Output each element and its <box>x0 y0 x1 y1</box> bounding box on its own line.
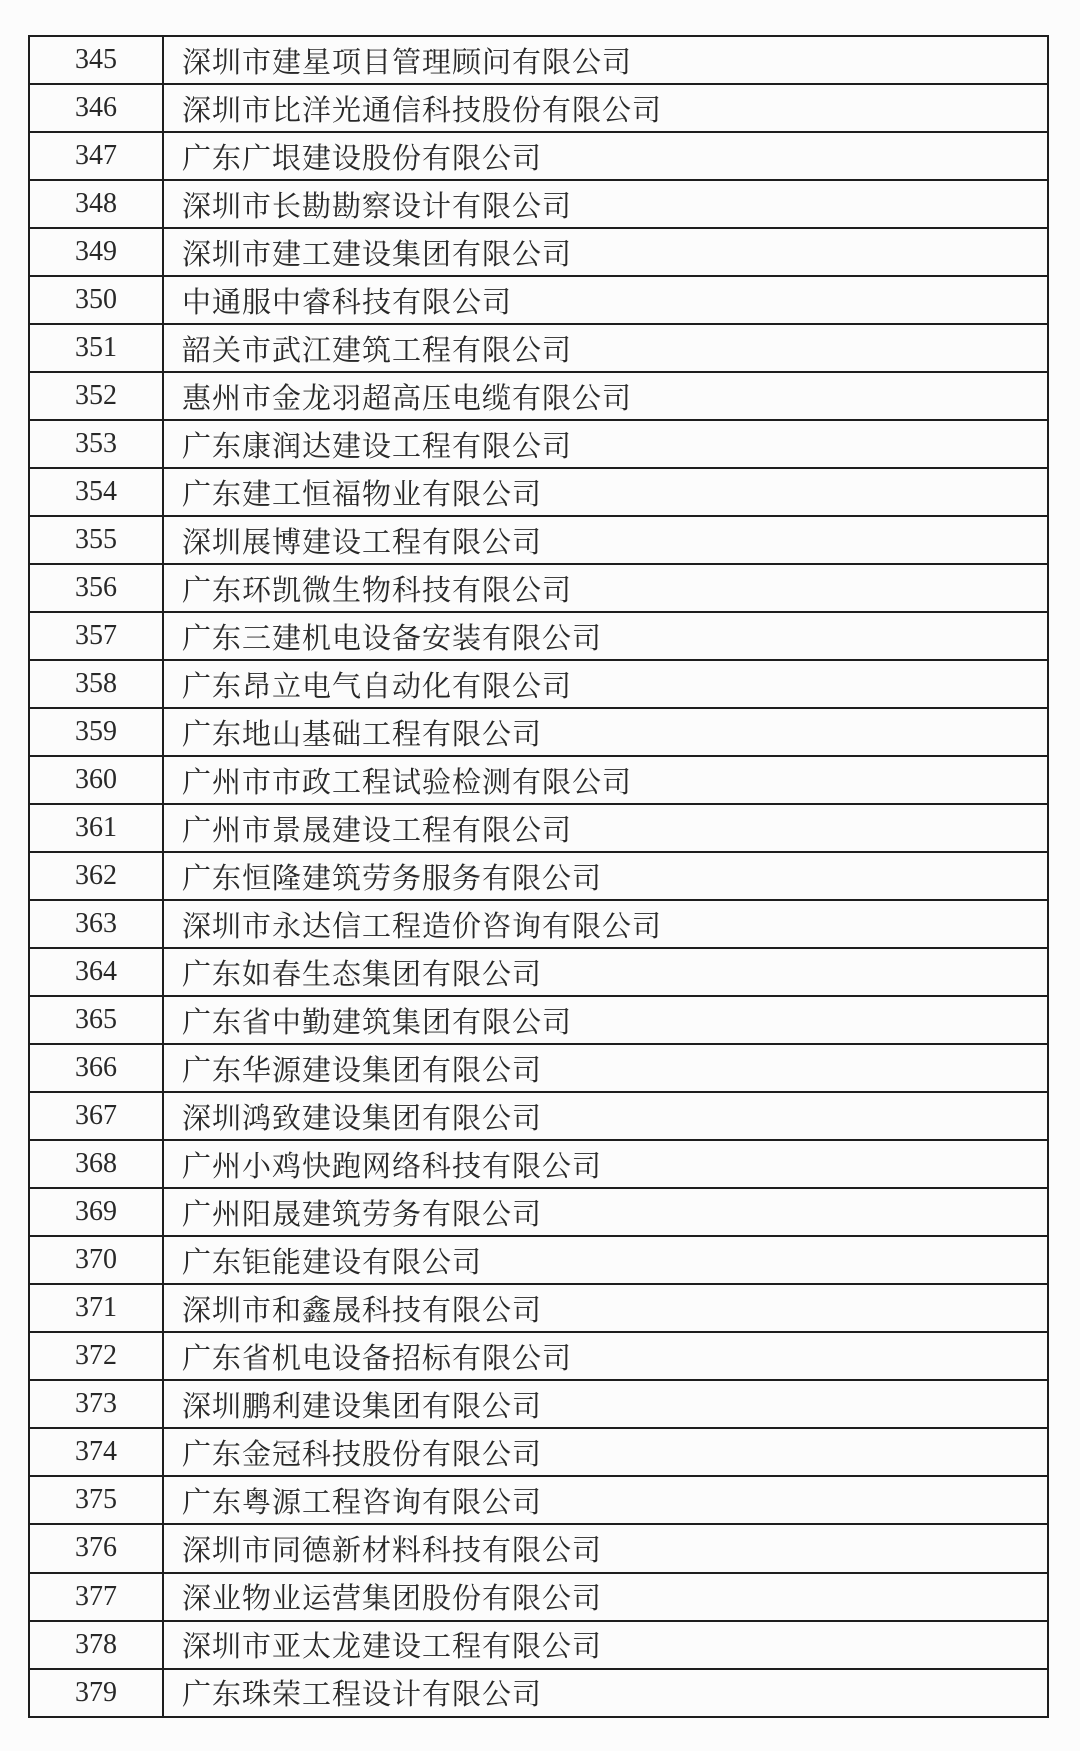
company-name: 广东如春生态集团有限公司 <box>163 948 1048 996</box>
table-row <box>29 468 1048 516</box>
row-number: 354 <box>29 468 163 516</box>
company-name: 广州小鸡快跑网络科技有限公司 <box>163 1140 1048 1188</box>
row-number: 347 <box>29 132 163 180</box>
company-name: 韶关市武江建筑工程有限公司 <box>163 324 1048 372</box>
company-name: 广东省机电设备招标有限公司 <box>163 1332 1048 1380</box>
row-number: 364 <box>29 948 163 996</box>
company-name: 广东钜能建设有限公司 <box>163 1236 1048 1284</box>
table-row <box>29 1092 1048 1140</box>
company-name: 深圳市建工建设集团有限公司 <box>163 228 1048 276</box>
company-name: 深圳市长勘勘察设计有限公司 <box>163 180 1048 228</box>
table-row <box>29 804 1048 852</box>
row-number: 378 <box>29 1621 163 1669</box>
row-number: 357 <box>29 612 163 660</box>
company-name: 深圳展博建设工程有限公司 <box>163 516 1048 564</box>
company-name: 深圳市亚太龙建设工程有限公司 <box>163 1621 1048 1669</box>
table-row <box>29 36 1048 84</box>
table-row <box>29 420 1048 468</box>
table-row <box>29 276 1048 324</box>
company-name: 深业物业运营集团股份有限公司 <box>163 1573 1048 1621</box>
row-number: 365 <box>29 996 163 1044</box>
company-name: 广东地山基础工程有限公司 <box>163 708 1048 756</box>
table-row <box>29 612 1048 660</box>
table-row <box>29 1380 1048 1428</box>
company-name: 广东金冠科技股份有限公司 <box>163 1428 1048 1476</box>
table-row <box>29 516 1048 564</box>
company-name: 广东广垠建设股份有限公司 <box>163 132 1048 180</box>
row-number: 366 <box>29 1044 163 1092</box>
company-name: 深圳市建星项目管理顾问有限公司 <box>163 36 1048 84</box>
row-number: 355 <box>29 516 163 564</box>
row-number: 349 <box>29 228 163 276</box>
row-number: 377 <box>29 1573 163 1621</box>
company-name: 深圳市比洋光通信科技股份有限公司 <box>163 84 1048 132</box>
table-row <box>29 756 1048 804</box>
company-name: 深圳市同德新材料科技有限公司 <box>163 1524 1048 1572</box>
company-list-body <box>29 36 1048 1717</box>
table-row <box>29 1573 1048 1621</box>
row-number: 352 <box>29 372 163 420</box>
company-name: 广州市景晟建设工程有限公司 <box>163 804 1048 852</box>
table-row <box>29 180 1048 228</box>
table-row <box>29 1188 1048 1236</box>
company-name: 深圳鸿致建设集团有限公司 <box>163 1092 1048 1140</box>
table-row <box>29 1236 1048 1284</box>
table-row <box>29 660 1048 708</box>
company-name: 深圳鹏利建设集团有限公司 <box>163 1380 1048 1428</box>
company-name: 广州市市政工程试验检测有限公司 <box>163 756 1048 804</box>
table-row <box>29 132 1048 180</box>
table-row <box>29 900 1048 948</box>
company-name: 中通服中睿科技有限公司 <box>163 276 1048 324</box>
row-number: 363 <box>29 900 163 948</box>
table-row <box>29 708 1048 756</box>
company-name: 广东恒隆建筑劳务服务有限公司 <box>163 852 1048 900</box>
row-number: 348 <box>29 180 163 228</box>
row-number: 368 <box>29 1140 163 1188</box>
company-name: 广东建工恒福物业有限公司 <box>163 468 1048 516</box>
row-number: 371 <box>29 1284 163 1332</box>
table-row <box>29 564 1048 612</box>
table-row <box>29 1524 1048 1572</box>
company-name: 广州阳晟建筑劳务有限公司 <box>163 1188 1048 1236</box>
table-row <box>29 852 1048 900</box>
row-number: 367 <box>29 1092 163 1140</box>
company-name: 广东昂立电气自动化有限公司 <box>163 660 1048 708</box>
row-number: 374 <box>29 1428 163 1476</box>
row-number: 360 <box>29 756 163 804</box>
company-name: 惠州市金龙羽超高压电缆有限公司 <box>163 372 1048 420</box>
table-row <box>29 948 1048 996</box>
table-row <box>29 1140 1048 1188</box>
row-number: 346 <box>29 84 163 132</box>
row-number: 350 <box>29 276 163 324</box>
company-name: 广东华源建设集团有限公司 <box>163 1044 1048 1092</box>
row-number: 379 <box>29 1669 163 1717</box>
row-number: 359 <box>29 708 163 756</box>
row-number: 376 <box>29 1524 163 1572</box>
company-name: 广东省中勤建筑集团有限公司 <box>163 996 1048 1044</box>
table-row <box>29 996 1048 1044</box>
table-row <box>29 228 1048 276</box>
company-name: 深圳市永达信工程造价咨询有限公司 <box>163 900 1048 948</box>
row-number: 353 <box>29 420 163 468</box>
table-row <box>29 324 1048 372</box>
table-row <box>29 1044 1048 1092</box>
company-name: 深圳市和鑫晟科技有限公司 <box>163 1284 1048 1332</box>
table-row <box>29 1476 1048 1524</box>
row-number: 375 <box>29 1476 163 1524</box>
row-number: 351 <box>29 324 163 372</box>
table-row <box>29 372 1048 420</box>
row-number: 345 <box>29 36 163 84</box>
table-row <box>29 84 1048 132</box>
company-list-table <box>28 35 1049 1718</box>
table-row <box>29 1284 1048 1332</box>
row-number: 372 <box>29 1332 163 1380</box>
company-name: 广东三建机电设备安装有限公司 <box>163 612 1048 660</box>
row-number: 362 <box>29 852 163 900</box>
row-number: 361 <box>29 804 163 852</box>
company-name: 广东环凯微生物科技有限公司 <box>163 564 1048 612</box>
table-row <box>29 1428 1048 1476</box>
row-number: 356 <box>29 564 163 612</box>
table-row <box>29 1669 1048 1717</box>
company-name: 广东珠荣工程设计有限公司 <box>163 1669 1048 1717</box>
row-number: 369 <box>29 1188 163 1236</box>
company-name: 广东康润达建设工程有限公司 <box>163 420 1048 468</box>
company-name: 广东粤源工程咨询有限公司 <box>163 1476 1048 1524</box>
table-row <box>29 1332 1048 1380</box>
row-number: 358 <box>29 660 163 708</box>
row-number: 370 <box>29 1236 163 1284</box>
table-row <box>29 1621 1048 1669</box>
row-number: 373 <box>29 1380 163 1428</box>
